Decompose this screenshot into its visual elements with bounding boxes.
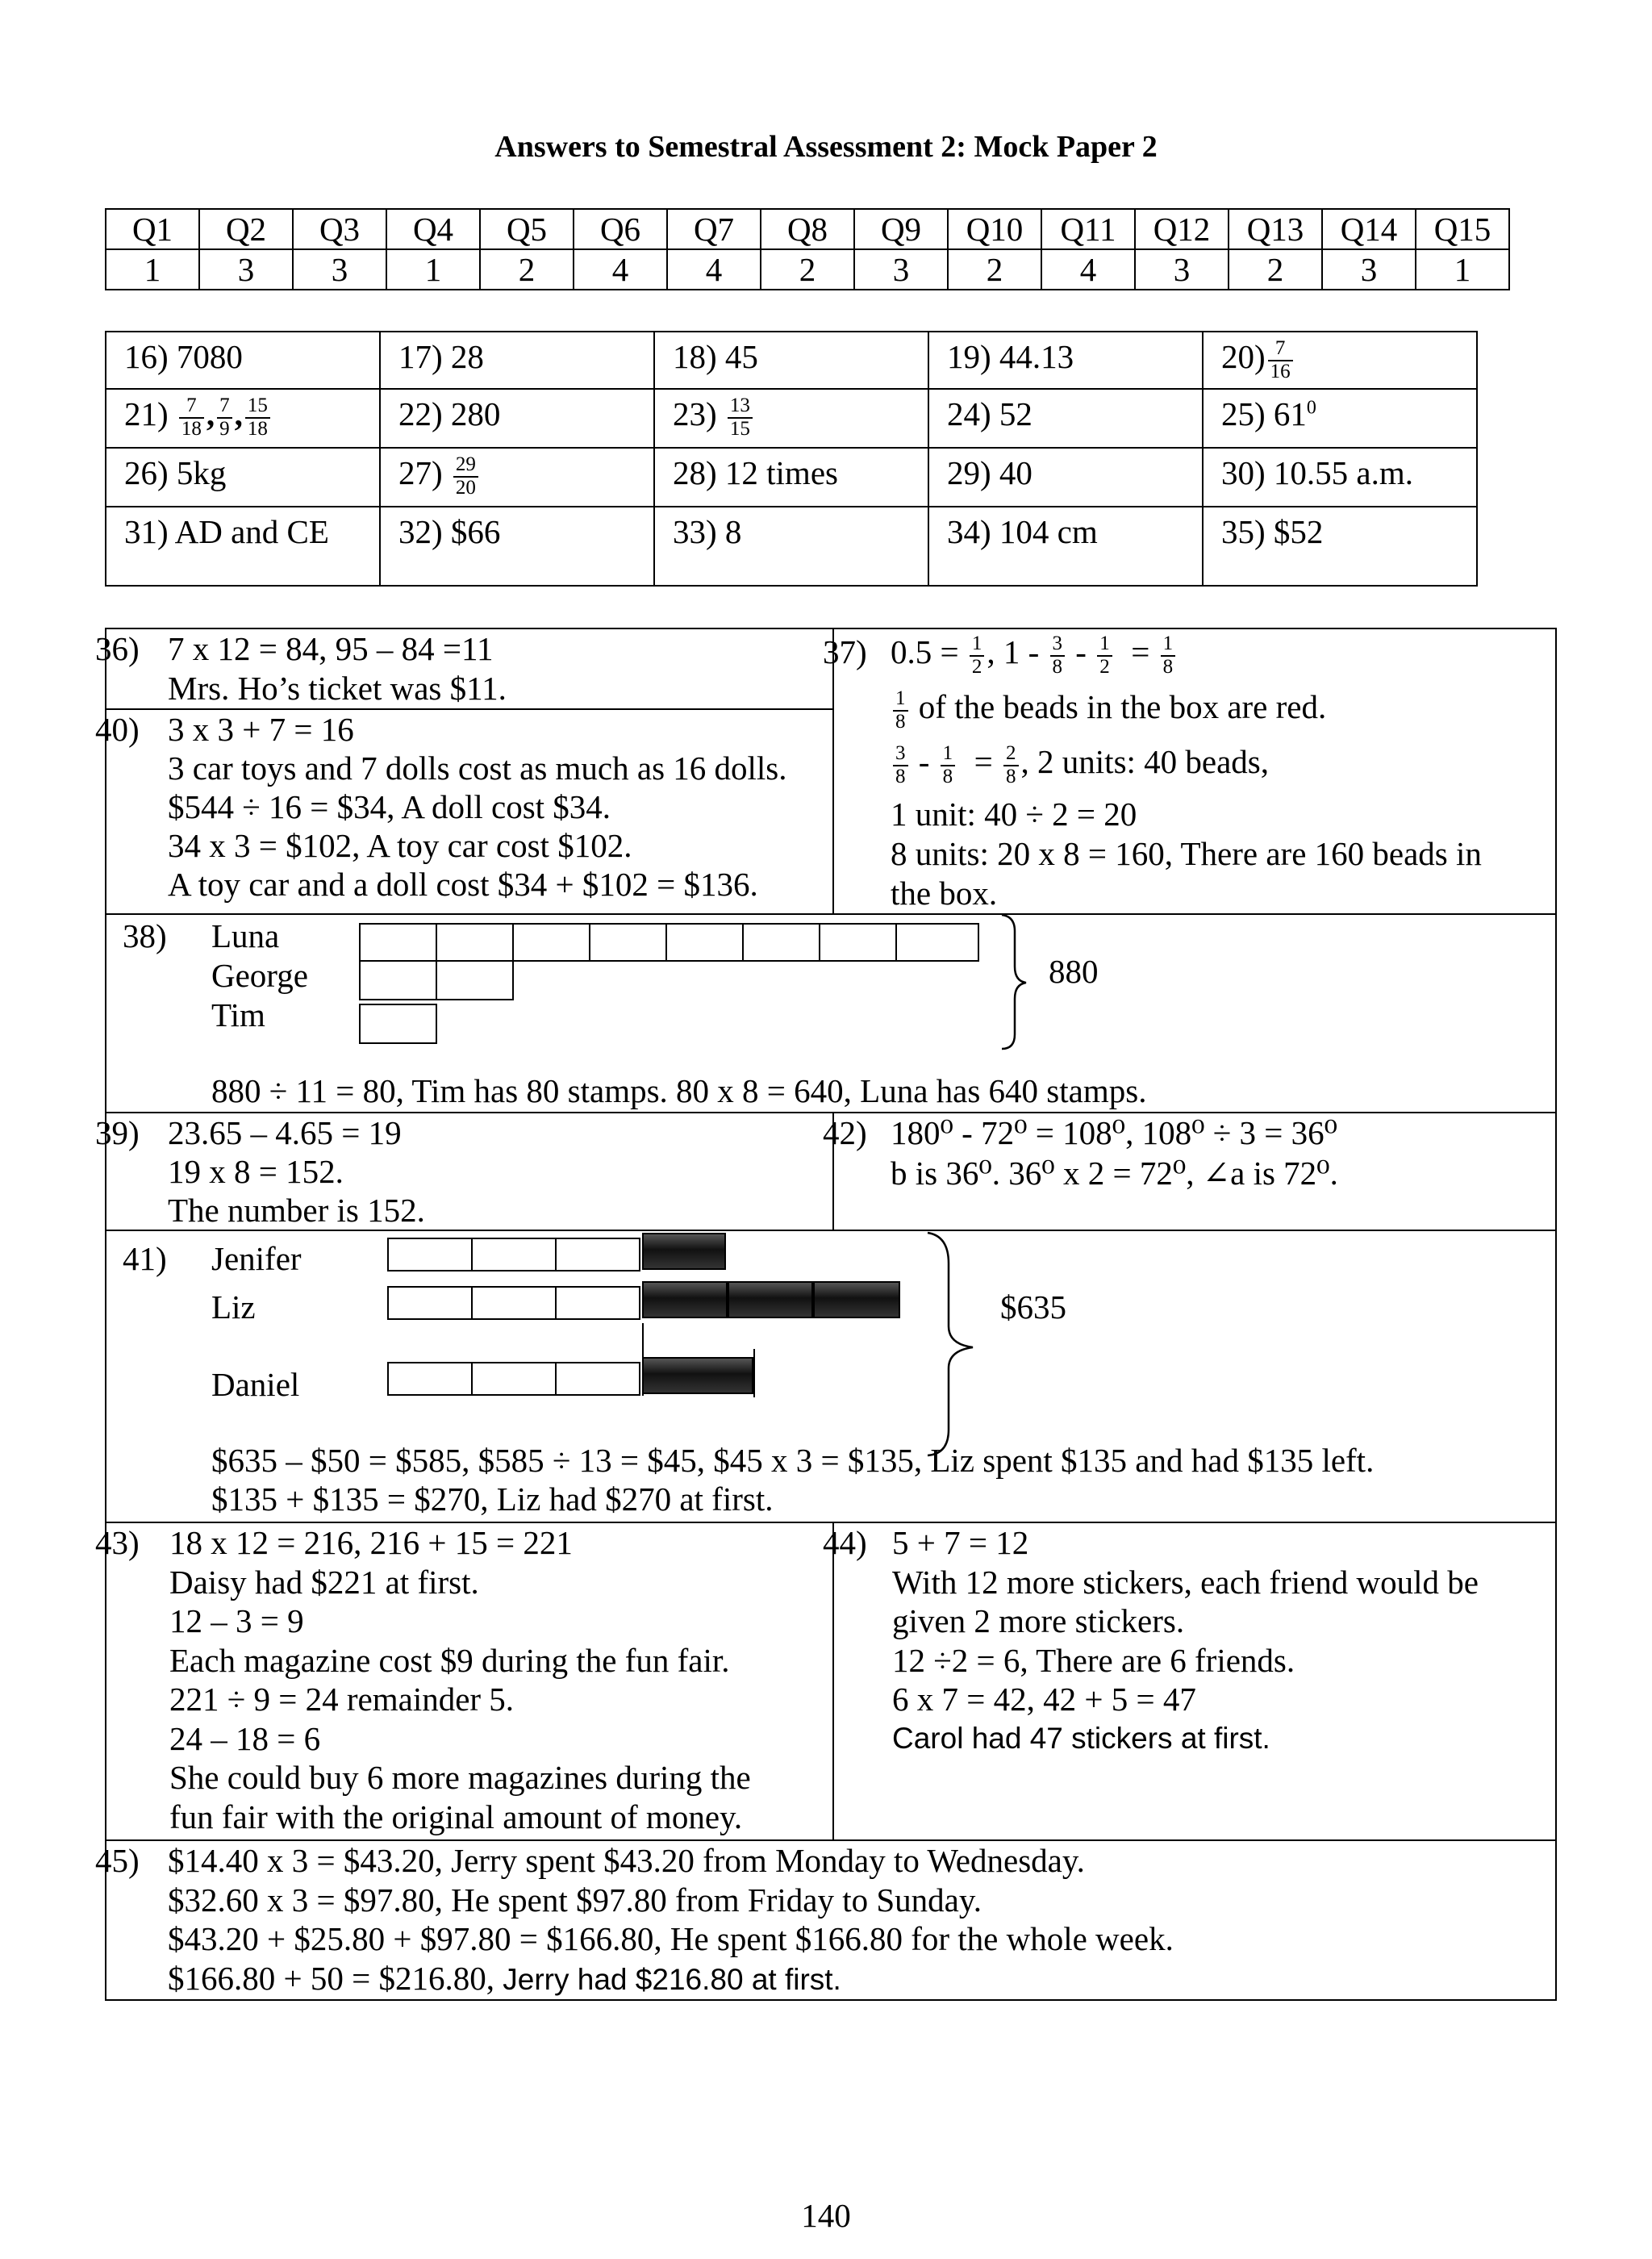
q44-number: 44)	[823, 1524, 867, 1561]
q42-number: 42)	[823, 1114, 867, 1151]
answer-22: 22) 280	[380, 389, 654, 448]
mcq-question-15: Q15	[1416, 209, 1509, 249]
table-row	[106, 507, 1477, 586]
q37-line-2: $\frac{1}{8}$ of the beads in the box are red.	[891, 687, 1326, 733]
mcq-answer-8: 2	[761, 249, 854, 290]
mcq-answer-12: 3	[1135, 249, 1229, 290]
bar-unit	[512, 923, 590, 962]
mcq-answer-row	[106, 249, 1509, 290]
q41-name-jenifer: Jenifer	[211, 1240, 302, 1277]
answer-21: 21) $\frac{7}{18}$ , $\frac{7}{9}$ , $\frac{15}{18}$	[106, 389, 380, 448]
mcq-answer-13: 2	[1229, 249, 1322, 290]
mcq-answer-2: 3	[199, 249, 293, 290]
q41-working: $635 – $50 = $585, $585 ÷ 13 = $45, $45 x 3 = $135, Liz spent $135 and had $135 left. $135 + $135 = $270, Liz had $270 at first.	[211, 1442, 1375, 1518]
mcq-question-3: Q3	[293, 209, 386, 249]
mcq-answer-11: 4	[1041, 249, 1135, 290]
q38-number: 38)	[123, 917, 167, 954]
bar-unit	[387, 1286, 473, 1320]
name-tim: Tim	[211, 996, 265, 1033]
name-george: George	[211, 957, 308, 994]
bar-unit	[359, 1004, 437, 1044]
bar-unit-shaded	[642, 1357, 753, 1394]
bar-unit	[742, 923, 820, 962]
bar-unit-shaded	[642, 1281, 728, 1318]
answer-18: 18) 45	[654, 332, 928, 389]
q37-working: 1 unit: 40 ÷ 2 = 20 8 units: 20 x 8 = 160, There are 160 beads in the box.	[891, 795, 1482, 912]
q42-line-1: 180⁰ - 72⁰ = 108⁰, 108⁰ ÷ 3 = 36⁰	[891, 1114, 1338, 1151]
q37-number: 37)	[823, 633, 867, 670]
q41-number: 41)	[123, 1240, 167, 1277]
mcq-question-6: Q6	[574, 209, 667, 249]
answer-24: 24) 52	[928, 389, 1203, 448]
marker-line	[642, 1323, 644, 1396]
answer-25: 25) $61^0$	[1203, 389, 1477, 448]
page-title: Answers to Semestral Assessment 2: Mock Paper 2	[494, 130, 1158, 164]
answer-17: 17) 28	[380, 332, 654, 389]
mcq-question-7: Q7	[667, 209, 761, 249]
q45-working: $14.40 x 3 = $43.20, Jerry spent $43.20 from Monday to Wednesday. $32.60 x 3 = $97.80, He spent $97.80 from Friday to Sunday. $43.20 + $25.80 + $97.80 = $166.80, He spent $166.80 for the whole week. $166.80 + 50 = $216.80, Jerry had $216.80 at first.	[168, 1842, 1174, 1997]
bar-unit	[436, 960, 514, 1000]
mcq-question-9: Q9	[854, 209, 948, 249]
q40-working: 3 x 3 + 7 = 16 3 car toys and 7 dolls cost as much as 16 dolls. $544 ÷ 16 = $34, A doll cost $34. 34 x 3 = $102, A toy car cost $102. A toy car and a doll cost $34 + $102 = $136.	[168, 711, 787, 903]
q44-working: 5 + 7 = 12 With 12 more stickers, each friend would be given 2 more stickers. 12 ÷2 = 6, There are 6 friends. 6 x 7 = 42, 42 + 5 = 47 Carol had 47 stickers at first.	[892, 1524, 1479, 1755]
mcq-answer-3: 3	[293, 249, 386, 290]
q38-working: 880 ÷ 11 = 80, Tim has 80 stamps. 80 x 8 = 640, Luna has 640 stamps.	[211, 1072, 1147, 1109]
short-answer-table	[105, 331, 1478, 587]
answer-16: 16) 7080	[106, 332, 380, 389]
right-brace-icon	[924, 1231, 981, 1457]
mcq-question-11: Q11	[1041, 209, 1135, 249]
bar-unit	[359, 960, 437, 1000]
answer-35: 35) $52	[1203, 507, 1477, 586]
bar-unit	[471, 1238, 557, 1271]
q41-total: $635	[1000, 1288, 1066, 1326]
q41-name-liz: Liz	[211, 1288, 256, 1326]
mcq-answer-1: 1	[106, 249, 199, 290]
q36-number: 36)	[95, 630, 140, 667]
bar-unit	[471, 1362, 557, 1396]
bar-unit	[555, 1362, 640, 1396]
bar-unit	[665, 923, 744, 962]
q45-number: 45)	[95, 1842, 140, 1879]
q43-working: 18 x 12 = 216, 216 + 15 = 221 Daisy had $221 at first. 12 – 3 = 9 Each magazine cost $9 during the fun fair. 221 ÷ 9 = 24 remainder 5. 24 – 18 = 6 She could buy 6 more magazines during the fun fair with the original amount of money.	[169, 1524, 751, 1835]
q38-total: 880	[1049, 953, 1099, 990]
q41-name-daniel: Daniel	[211, 1366, 300, 1403]
marker-line	[753, 1349, 755, 1397]
answer-26: 26) 5kg	[106, 448, 380, 507]
table-row	[106, 389, 1477, 448]
page-number: 140	[801, 2197, 851, 2234]
answer-33: 33) 8	[654, 507, 928, 586]
bar-unit	[589, 923, 667, 962]
bar-unit	[895, 923, 979, 962]
q38-names	[211, 917, 308, 1035]
mcq-answer-5: 2	[480, 249, 574, 290]
mcq-answer-15: 1	[1416, 249, 1509, 290]
bar-unit	[436, 923, 514, 962]
answer-19: 19) 44.13	[928, 332, 1203, 389]
answer-30: 30) 10.55 a.m.	[1203, 448, 1477, 507]
mcq-answer-7: 4	[667, 249, 761, 290]
bar-unit	[555, 1238, 640, 1271]
mcq-question-5: Q5	[480, 209, 574, 249]
q37-line-1: 0.5 = $\frac{1}{2}$ , 1 - $\frac{3}{8}$ - $\frac{1}{2}$ = $\frac{1}{8}$	[891, 633, 1178, 678]
mcq-answer-14: 3	[1322, 249, 1416, 290]
bar-unit-shaded	[642, 1233, 726, 1270]
answer-32: 32) $66	[380, 507, 654, 586]
q40-number: 40)	[95, 711, 140, 748]
mcq-question-13: Q13	[1229, 209, 1322, 249]
mcq-answer-6: 4	[574, 249, 667, 290]
mcq-question-2: Q2	[199, 209, 293, 249]
table-row	[106, 332, 1477, 389]
mcq-question-1: Q1	[106, 209, 199, 249]
answer-28: 28) 12 times	[654, 448, 928, 507]
mcq-question-14: Q14	[1322, 209, 1416, 249]
q39-number: 39)	[95, 1114, 140, 1151]
q39-working: 23.65 – 4.65 = 19 19 x 8 = 152. The number is 152.	[168, 1114, 425, 1229]
bar-unit	[471, 1286, 557, 1320]
mcq-answer-4: 1	[386, 249, 480, 290]
answer-31: 31) AD and CE	[106, 507, 380, 586]
mcq-answer-10: 2	[948, 249, 1041, 290]
mcq-question-4: Q4	[386, 209, 480, 249]
mcq-question-10: Q10	[948, 209, 1041, 249]
q42-line-2: b is 36⁰. 36⁰ x 2 = 72⁰, ∠a is 72⁰.	[891, 1155, 1338, 1192]
mcq-question-8: Q8	[761, 209, 854, 249]
q36-working: 7 x 12 = 84, 95 – 84 =11 Mrs. Ho’s ticket was $11.	[168, 630, 507, 708]
q43-number: 43)	[95, 1524, 140, 1561]
mcq-answer-9: 3	[854, 249, 948, 290]
q37-line-3: $\frac{3}{8}$ - $\frac{1}{8}$ = $\frac{2}{8}$ , 2 units: 40 beads,	[891, 742, 1269, 787]
right-brace-icon	[997, 913, 1029, 1050]
answer-27: 27) $\frac{29}{20}$	[380, 448, 654, 507]
answer-20: 20) $\frac{7}{16}$	[1203, 332, 1477, 389]
name-luna: Luna	[211, 917, 280, 954]
bar-unit	[387, 1238, 473, 1271]
answer-34: 34) 104 cm	[928, 507, 1203, 586]
bar-unit	[555, 1286, 640, 1320]
answer-23: 23) $\frac{13}{15}$	[654, 389, 928, 448]
table-row	[106, 448, 1477, 507]
bar-unit	[387, 1362, 473, 1396]
mcq-question-row	[106, 209, 1509, 249]
bar-unit-shaded	[728, 1281, 813, 1318]
bar-unit	[819, 923, 897, 962]
answer-29: 29) 40	[928, 448, 1203, 507]
mcq-question-12: Q12	[1135, 209, 1229, 249]
bar-unit	[359, 923, 437, 962]
bar-unit-shaded	[813, 1281, 900, 1318]
mcq-answer-table	[105, 208, 1510, 290]
